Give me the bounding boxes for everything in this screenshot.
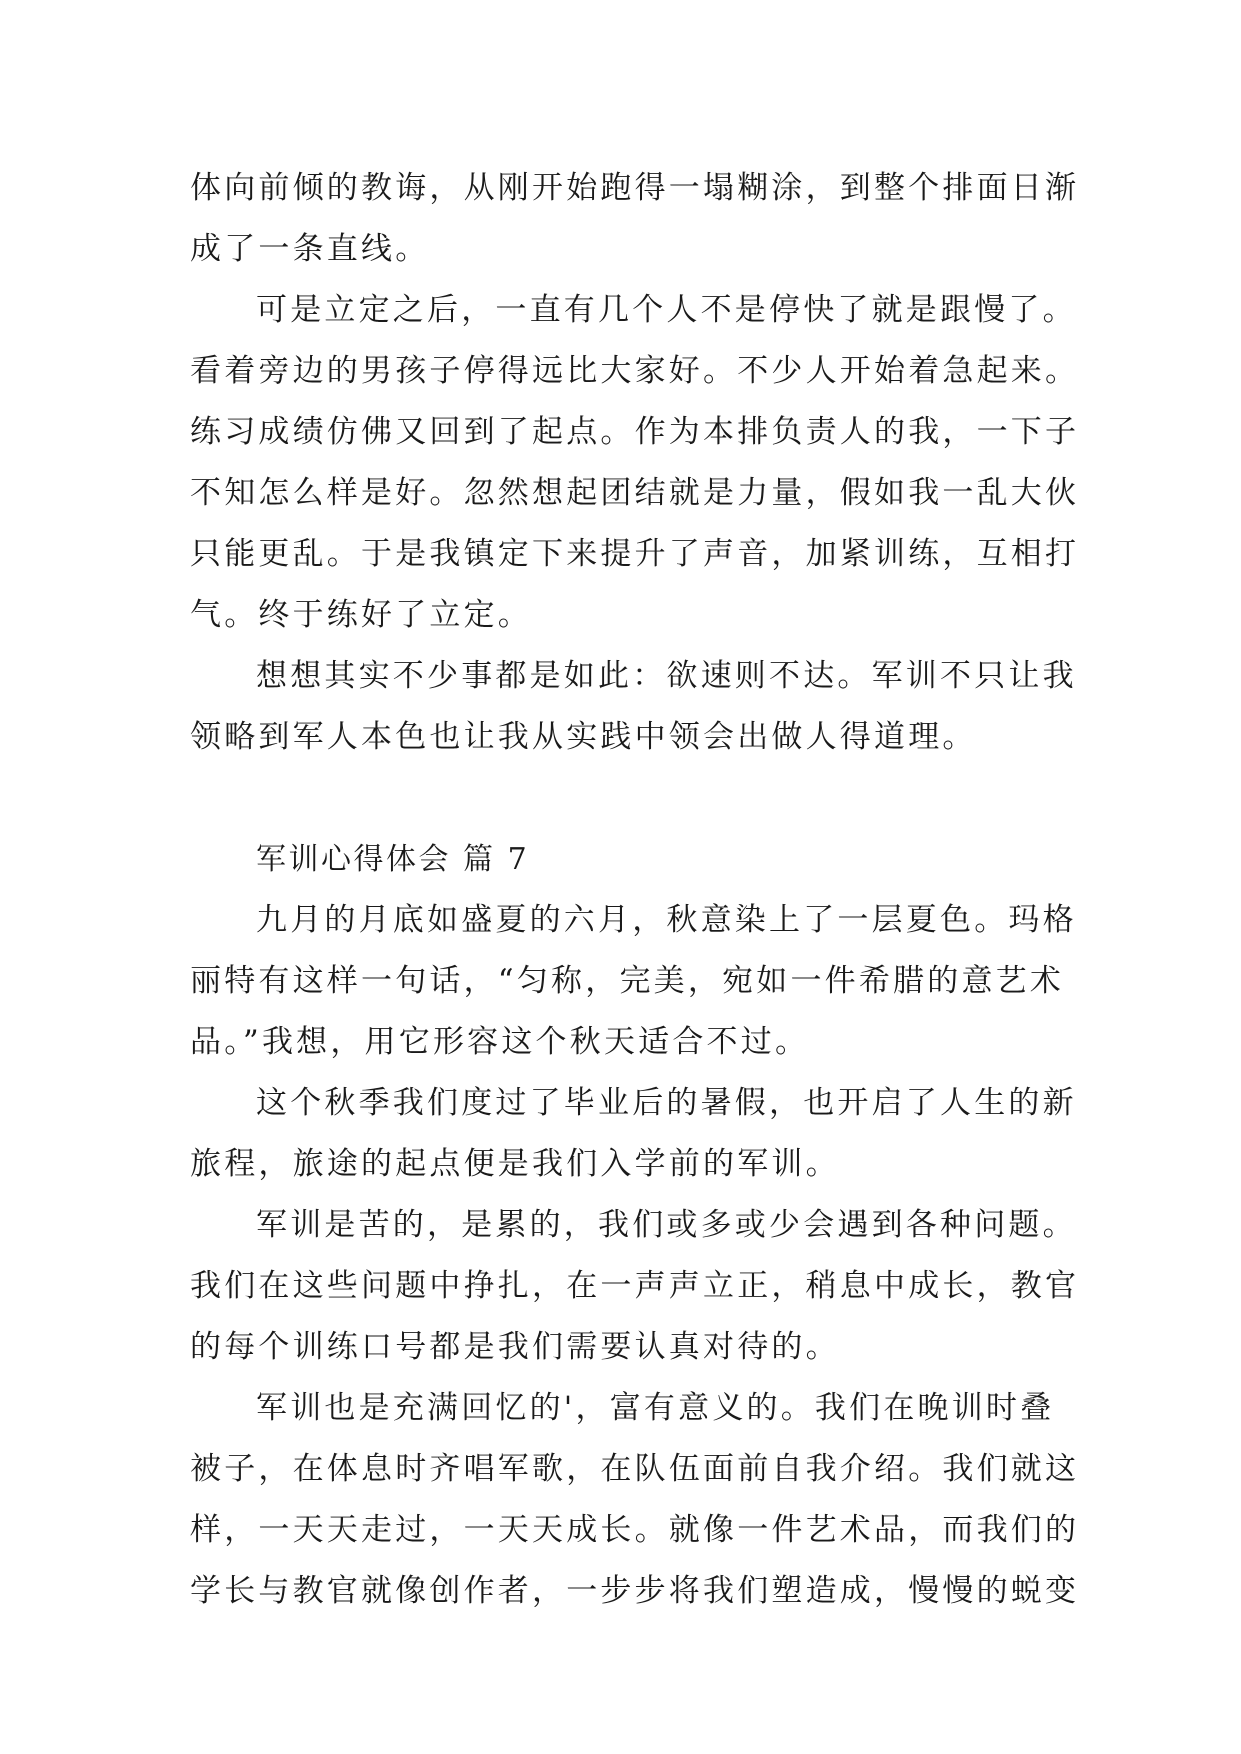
text-line: 练习成绩仿佛又回到了起点。作为本排负责人的我，一下子 — [190, 414, 1080, 450]
text-line: 学长与教官就像创作者，一步步将我们塑造成，慢慢的蜕变 — [190, 1573, 1080, 1609]
text-line: 领略到军人本色也让我从实践中领会出做人得道理。 — [190, 719, 977, 755]
paragraph-standing-at-ease — [190, 280, 1080, 646]
text-line: 丽特有这样一句话，“匀称，完美，宛如一件希腊的意艺术 — [190, 963, 1065, 999]
text-line: 看着旁边的男孩子停得远比大家好。不少人开始着急起来。 — [190, 353, 1080, 389]
text-line: 军训也是充满回忆的'，富有意义的。我们在晚训时叠 — [256, 1390, 1055, 1426]
text-line: 可是立定之后，一直有几个人不是停快了就是跟慢了。 — [256, 292, 1077, 328]
text-line: 军训是苦的，是累的，我们或多或少会遇到各种问题。 — [256, 1207, 1077, 1243]
text-line: 不知怎么样是好。忽然想起团结就是力量，假如我一乱大伙 — [190, 475, 1080, 511]
paragraph-memories — [190, 1378, 1080, 1622]
document-body — [190, 158, 1080, 1622]
section-heading: 军训心得体会 篇 7 — [256, 842, 530, 877]
text-line: 九月的月底如盛夏的六月，秋意染上了一层夏色。玛格 — [256, 902, 1077, 938]
text-line: 的每个训练口号都是我们需要认真对待的。 — [190, 1329, 840, 1365]
text-line: 被子，在体息时齐唱军歌，在队伍面前自我介绍。我们就这 — [190, 1451, 1080, 1487]
text-line: 体向前倾的教诲，从刚开始跑得一塌糊涂，到整个排面日渐 — [190, 170, 1080, 206]
text-line: 气。终于练好了立定。 — [190, 597, 532, 633]
paragraph-reflection — [190, 646, 1077, 768]
text-line: 成了一条直线。 — [190, 231, 430, 267]
text-line: 想想其实不少事都是如此：欲速则不达。军训不只让我 — [256, 658, 1077, 694]
text-line: 只能更乱。于是我镇定下来提升了声音，加紧训练，互相打 — [190, 536, 1080, 572]
paragraph-autumn — [190, 1073, 1077, 1195]
paragraph-hardship — [190, 1195, 1080, 1378]
paragraph-continuation — [190, 158, 1080, 280]
text-line: 品。”我想，用它形容这个秋天适合不过。 — [190, 1024, 810, 1060]
text-line: 旅程，旅途的起点便是我们入学前的军训。 — [190, 1146, 840, 1182]
text-line: 这个秋季我们度过了毕业后的暑假，也开启了人生的新 — [256, 1085, 1077, 1121]
text-line: 我们在这些问题中挣扎，在一声声立正，稍息中成长，教官 — [190, 1268, 1080, 1304]
text-line: 样，一天天走过，一天天成长。就像一件艺术品，而我们的 — [190, 1512, 1080, 1548]
paragraph-september — [190, 890, 1077, 1073]
blank-line — [190, 768, 1060, 829]
